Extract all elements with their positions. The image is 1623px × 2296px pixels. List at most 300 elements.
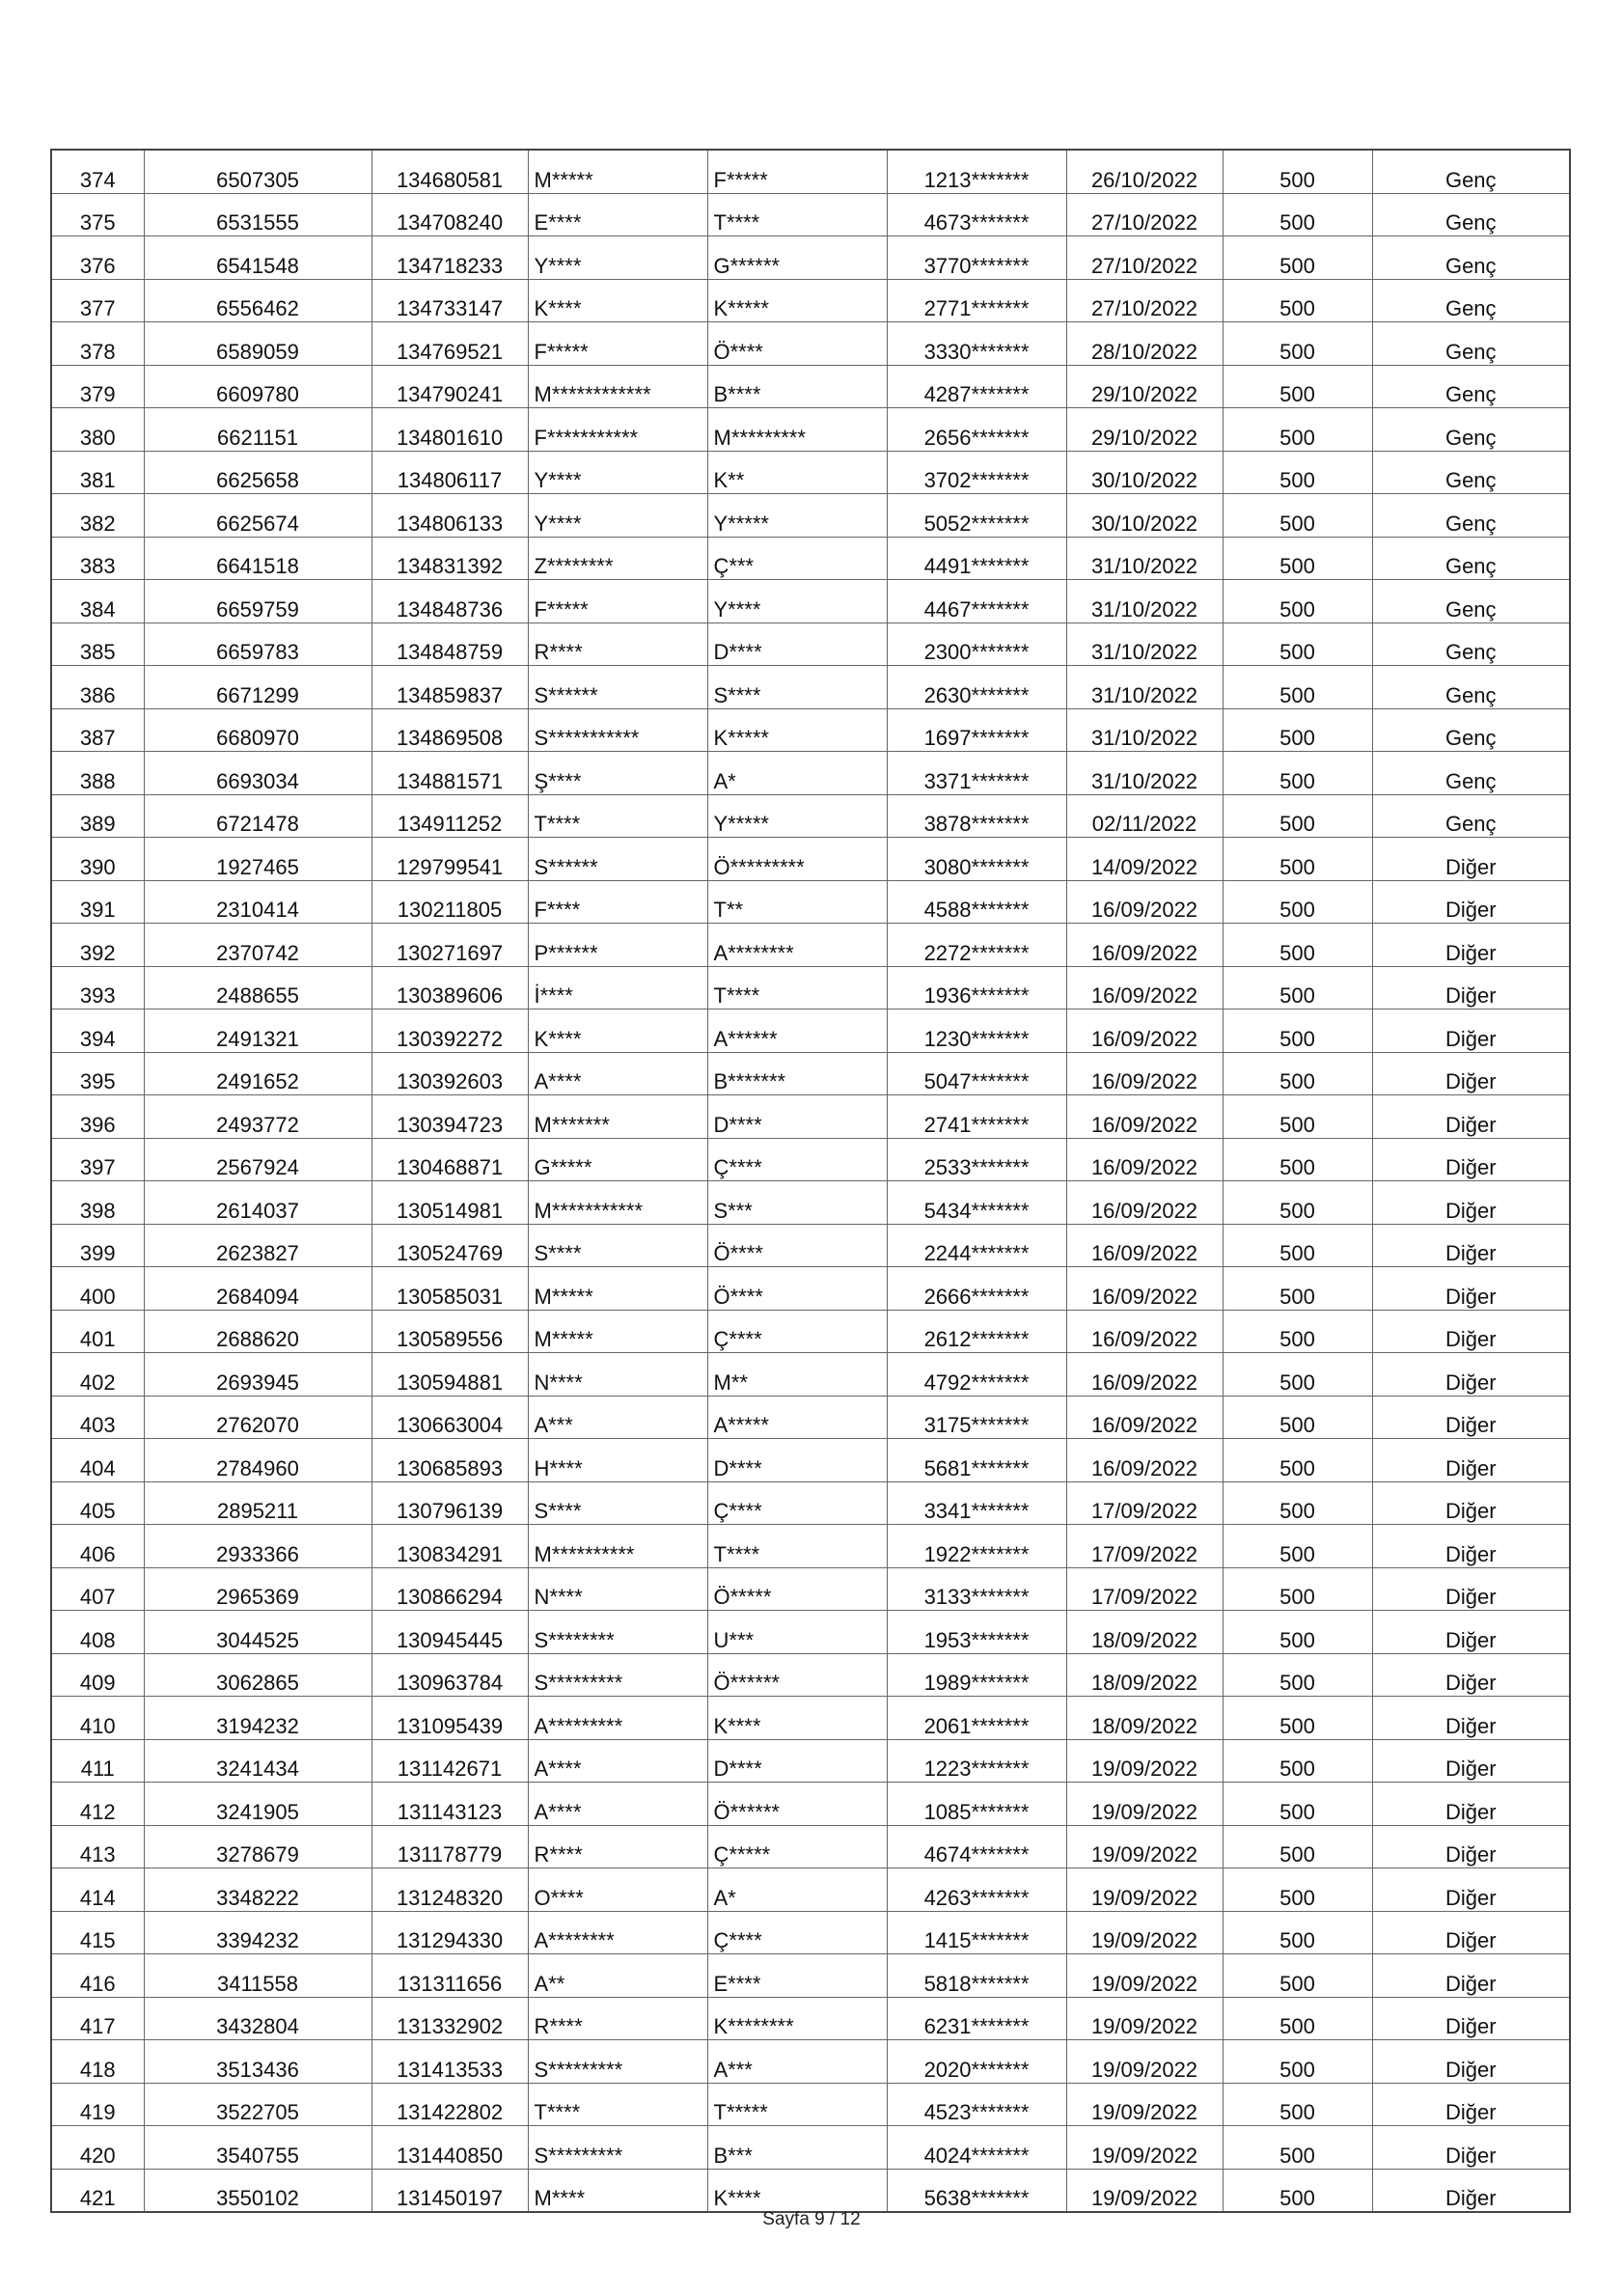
record-id-cell: 2567924 — [144, 1138, 371, 1181]
masked-name-cell: M******* — [528, 1095, 707, 1139]
category-cell: Genç — [1372, 708, 1570, 752]
record-id-cell: 2895211 — [144, 1481, 371, 1525]
masked-name-cell: T**** — [528, 794, 707, 838]
masked-id-number-cell: 3878******* — [887, 794, 1066, 838]
application-number-cell: 134801610 — [371, 408, 528, 452]
table-row — [51, 1138, 1570, 1181]
amount-cell: 500 — [1223, 279, 1372, 322]
category-cell: Diğer — [1372, 1739, 1570, 1783]
amount-cell: 500 — [1223, 1396, 1372, 1439]
amount-cell: 500 — [1223, 580, 1372, 623]
amount-cell: 500 — [1223, 1739, 1372, 1783]
masked-name-cell: S********* — [528, 1653, 707, 1697]
masked-id-number-cell: 1936******* — [887, 966, 1066, 1010]
masked-id-number-cell: 2061******* — [887, 1697, 1066, 1740]
category-cell: Diğer — [1372, 1481, 1570, 1525]
masked-name-cell: S********* — [528, 2126, 707, 2170]
masked-surname-cell: Ö***** — [707, 1567, 887, 1611]
table-row — [51, 408, 1570, 452]
category-cell: Diğer — [1372, 1052, 1570, 1095]
row-number-cell: 383 — [51, 537, 144, 580]
masked-name-cell: İ**** — [528, 966, 707, 1010]
masked-name-cell: G***** — [528, 1138, 707, 1181]
record-id-cell: 6625674 — [144, 494, 371, 538]
record-id-cell: 6531555 — [144, 193, 371, 236]
masked-name-cell: A**** — [528, 1783, 707, 1826]
category-cell: Diğer — [1372, 1697, 1570, 1740]
category-cell: Genç — [1372, 193, 1570, 236]
masked-surname-cell: D**** — [707, 622, 887, 666]
application-number-cell: 130524769 — [371, 1224, 528, 1267]
date-cell: 16/09/2022 — [1066, 1267, 1223, 1311]
application-number-cell: 134680581 — [371, 150, 528, 193]
date-cell: 16/09/2022 — [1066, 1181, 1223, 1225]
table-row — [51, 150, 1570, 193]
row-number-cell: 411 — [51, 1739, 144, 1783]
masked-id-number-cell: 4792******* — [887, 1353, 1066, 1397]
amount-cell: 500 — [1223, 1138, 1372, 1181]
row-number-cell: 397 — [51, 1138, 144, 1181]
masked-name-cell: H**** — [528, 1439, 707, 1482]
category-cell: Genç — [1372, 322, 1570, 366]
record-id-cell: 2493772 — [144, 1095, 371, 1139]
record-id-cell: 3278679 — [144, 1825, 371, 1868]
amount-cell: 500 — [1223, 1868, 1372, 1912]
masked-name-cell: R**** — [528, 1997, 707, 2040]
date-cell: 30/10/2022 — [1066, 451, 1223, 494]
table-row — [51, 1653, 1570, 1697]
amount-cell: 500 — [1223, 2126, 1372, 2170]
category-cell: Genç — [1372, 794, 1570, 838]
row-number-cell: 406 — [51, 1525, 144, 1568]
masked-name-cell: M********** — [528, 1525, 707, 1568]
table-row — [51, 2126, 1570, 2170]
masked-surname-cell: D**** — [707, 1739, 887, 1783]
records-table — [50, 149, 1571, 2213]
masked-id-number-cell: 4263******* — [887, 1868, 1066, 1912]
application-number-cell: 130468871 — [371, 1138, 528, 1181]
record-id-cell: 6693034 — [144, 752, 371, 795]
table-row — [51, 1224, 1570, 1267]
date-cell: 27/10/2022 — [1066, 236, 1223, 280]
date-cell: 16/09/2022 — [1066, 1439, 1223, 1482]
masked-id-number-cell: 1697******* — [887, 708, 1066, 752]
masked-surname-cell: A* — [707, 1868, 887, 1912]
masked-name-cell: A**** — [528, 1739, 707, 1783]
record-id-cell: 2784960 — [144, 1439, 371, 1482]
masked-name-cell: M*********** — [528, 1181, 707, 1225]
amount-cell: 500 — [1223, 2040, 1372, 2084]
record-id-cell: 3432804 — [144, 1997, 371, 2040]
category-cell: Diğer — [1372, 2126, 1570, 2170]
row-number-cell: 400 — [51, 1267, 144, 1311]
amount-cell: 500 — [1223, 924, 1372, 967]
masked-surname-cell: U*** — [707, 1611, 887, 1654]
masked-surname-cell: Ç*** — [707, 537, 887, 580]
masked-name-cell: M***** — [528, 150, 707, 193]
record-id-cell: 3044525 — [144, 1611, 371, 1654]
category-cell: Diğer — [1372, 1525, 1570, 1568]
masked-name-cell: P****** — [528, 924, 707, 967]
masked-name-cell: N**** — [528, 1567, 707, 1611]
amount-cell: 500 — [1223, 1439, 1372, 1482]
masked-name-cell: T**** — [528, 2083, 707, 2126]
record-id-cell: 2491321 — [144, 1010, 371, 1053]
date-cell: 19/09/2022 — [1066, 1911, 1223, 1954]
amount-cell: 500 — [1223, 494, 1372, 538]
masked-id-number-cell: 2533******* — [887, 1138, 1066, 1181]
masked-id-number-cell: 5052******* — [887, 494, 1066, 538]
masked-surname-cell: K** — [707, 451, 887, 494]
record-id-cell: 6641518 — [144, 537, 371, 580]
table-row — [51, 1954, 1570, 1998]
row-number-cell: 419 — [51, 2083, 144, 2126]
application-number-cell: 131413533 — [371, 2040, 528, 2084]
row-number-cell: 401 — [51, 1310, 144, 1353]
masked-surname-cell: Ç***** — [707, 1825, 887, 1868]
category-cell: Genç — [1372, 666, 1570, 709]
masked-surname-cell: A*** — [707, 2040, 887, 2084]
masked-id-number-cell: 1415******* — [887, 1911, 1066, 1954]
masked-id-number-cell: 3770******* — [887, 236, 1066, 280]
masked-name-cell: S****** — [528, 666, 707, 709]
application-number-cell: 134881571 — [371, 752, 528, 795]
category-cell: Diğer — [1372, 1138, 1570, 1181]
row-number-cell: 388 — [51, 752, 144, 795]
row-number-cell: 412 — [51, 1783, 144, 1826]
date-cell: 31/10/2022 — [1066, 537, 1223, 580]
amount-cell: 500 — [1223, 794, 1372, 838]
table-row — [51, 1396, 1570, 1439]
row-number-cell: 416 — [51, 1954, 144, 1998]
date-cell: 16/09/2022 — [1066, 924, 1223, 967]
date-cell: 19/09/2022 — [1066, 2083, 1223, 2126]
record-id-cell: 6680970 — [144, 708, 371, 752]
record-id-cell: 1927465 — [144, 838, 371, 881]
masked-name-cell: Z******** — [528, 537, 707, 580]
masked-id-number-cell: 2656******* — [887, 408, 1066, 452]
masked-surname-cell: K**** — [707, 2169, 887, 2212]
table-row — [51, 1353, 1570, 1397]
masked-surname-cell: B******* — [707, 1052, 887, 1095]
table-row — [51, 322, 1570, 366]
date-cell: 31/10/2022 — [1066, 666, 1223, 709]
date-cell: 19/09/2022 — [1066, 2126, 1223, 2170]
application-number-cell: 130945445 — [371, 1611, 528, 1654]
table-row — [51, 236, 1570, 280]
amount-cell: 500 — [1223, 708, 1372, 752]
row-number-cell: 387 — [51, 708, 144, 752]
application-number-cell: 130663004 — [371, 1396, 528, 1439]
row-number-cell: 381 — [51, 451, 144, 494]
masked-name-cell: A*** — [528, 1396, 707, 1439]
row-number-cell: 410 — [51, 1697, 144, 1740]
row-number-cell: 399 — [51, 1224, 144, 1267]
masked-id-number-cell: 5434******* — [887, 1181, 1066, 1225]
masked-surname-cell: F***** — [707, 150, 887, 193]
category-cell: Genç — [1372, 365, 1570, 408]
amount-cell: 500 — [1223, 1181, 1372, 1225]
category-cell: Diğer — [1372, 1567, 1570, 1611]
application-number-cell: 131294330 — [371, 1911, 528, 1954]
category-cell: Diğer — [1372, 1997, 1570, 2040]
category-cell: Genç — [1372, 494, 1570, 538]
record-id-cell: 2623827 — [144, 1224, 371, 1267]
category-cell: Genç — [1372, 537, 1570, 580]
masked-id-number-cell: 3133******* — [887, 1567, 1066, 1611]
table-row — [51, 1997, 1570, 2040]
date-cell: 19/09/2022 — [1066, 1954, 1223, 1998]
record-id-cell: 6659759 — [144, 580, 371, 623]
date-cell: 16/09/2022 — [1066, 1353, 1223, 1397]
masked-surname-cell: Y***** — [707, 494, 887, 538]
masked-name-cell: S**** — [528, 1481, 707, 1525]
table-row — [51, 708, 1570, 752]
application-number-cell: 130394723 — [371, 1095, 528, 1139]
record-id-cell: 2933366 — [144, 1525, 371, 1568]
row-number-cell: 382 — [51, 494, 144, 538]
amount-cell: 500 — [1223, 322, 1372, 366]
row-number-cell: 379 — [51, 365, 144, 408]
record-id-cell: 3194232 — [144, 1697, 371, 1740]
masked-surname-cell: G****** — [707, 236, 887, 280]
masked-surname-cell: A****** — [707, 1010, 887, 1053]
table-row — [51, 2083, 1570, 2126]
table-row — [51, 1825, 1570, 1868]
date-cell: 19/09/2022 — [1066, 1868, 1223, 1912]
row-number-cell: 420 — [51, 2126, 144, 2170]
amount-cell: 500 — [1223, 1310, 1372, 1353]
application-number-cell: 130834291 — [371, 1525, 528, 1568]
record-id-cell: 6541548 — [144, 236, 371, 280]
category-cell: Diğer — [1372, 1010, 1570, 1053]
masked-id-number-cell: 4523******* — [887, 2083, 1066, 2126]
masked-id-number-cell: 2666******* — [887, 1267, 1066, 1311]
category-cell: Diğer — [1372, 1353, 1570, 1397]
record-id-cell: 2965369 — [144, 1567, 371, 1611]
row-number-cell: 418 — [51, 2040, 144, 2084]
masked-id-number-cell: 6231******* — [887, 1997, 1066, 2040]
date-cell: 18/09/2022 — [1066, 1611, 1223, 1654]
application-number-cell: 130392272 — [371, 1010, 528, 1053]
masked-id-number-cell: 4024******* — [887, 2126, 1066, 2170]
application-number-cell: 131440850 — [371, 2126, 528, 2170]
masked-id-number-cell: 4674******* — [887, 1825, 1066, 1868]
masked-id-number-cell: 3080******* — [887, 838, 1066, 881]
masked-id-number-cell: 2741******* — [887, 1095, 1066, 1139]
table-row — [51, 365, 1570, 408]
category-cell: Diğer — [1372, 1653, 1570, 1697]
application-number-cell: 130866294 — [371, 1567, 528, 1611]
date-cell: 16/09/2022 — [1066, 880, 1223, 924]
application-number-cell: 130796139 — [371, 1481, 528, 1525]
category-cell: Diğer — [1372, 1224, 1570, 1267]
masked-surname-cell: T**** — [707, 193, 887, 236]
table-row — [51, 1611, 1570, 1654]
date-cell: 16/09/2022 — [1066, 1010, 1223, 1053]
table-row — [51, 1010, 1570, 1053]
amount-cell: 500 — [1223, 1224, 1372, 1267]
masked-id-number-cell: 5681******* — [887, 1439, 1066, 1482]
masked-name-cell: S*********** — [528, 708, 707, 752]
table-row — [51, 2169, 1570, 2212]
masked-surname-cell: S**** — [707, 666, 887, 709]
masked-surname-cell: Ç**** — [707, 1138, 887, 1181]
application-number-cell: 130963784 — [371, 1653, 528, 1697]
table-row — [51, 666, 1570, 709]
row-number-cell: 413 — [51, 1825, 144, 1868]
application-number-cell: 134848736 — [371, 580, 528, 623]
category-cell: Genç — [1372, 408, 1570, 452]
application-number-cell: 134790241 — [371, 365, 528, 408]
amount-cell: 500 — [1223, 1525, 1372, 1568]
row-number-cell: 408 — [51, 1611, 144, 1654]
masked-id-number-cell: 2630******* — [887, 666, 1066, 709]
masked-id-number-cell: 1953******* — [887, 1611, 1066, 1654]
date-cell: 31/10/2022 — [1066, 580, 1223, 623]
application-number-cell: 131143123 — [371, 1783, 528, 1826]
record-id-cell: 6609780 — [144, 365, 371, 408]
masked-surname-cell: T** — [707, 880, 887, 924]
masked-surname-cell: T**** — [707, 966, 887, 1010]
record-id-cell: 2762070 — [144, 1396, 371, 1439]
date-cell: 16/09/2022 — [1066, 1224, 1223, 1267]
amount-cell: 500 — [1223, 1997, 1372, 2040]
category-cell: Diğer — [1372, 1954, 1570, 1998]
row-number-cell: 414 — [51, 1868, 144, 1912]
masked-id-number-cell: 2300******* — [887, 622, 1066, 666]
table-row — [51, 1267, 1570, 1311]
masked-name-cell: Y**** — [528, 236, 707, 280]
application-number-cell: 134769521 — [371, 322, 528, 366]
masked-surname-cell: A***** — [707, 1396, 887, 1439]
category-cell: Diğer — [1372, 924, 1570, 967]
masked-surname-cell: Ö**** — [707, 322, 887, 366]
masked-id-number-cell: 3175******* — [887, 1396, 1066, 1439]
amount-cell: 500 — [1223, 1783, 1372, 1826]
category-cell: Genç — [1372, 150, 1570, 193]
date-cell: 26/10/2022 — [1066, 150, 1223, 193]
application-number-cell: 131311656 — [371, 1954, 528, 1998]
row-number-cell: 385 — [51, 622, 144, 666]
row-number-cell: 384 — [51, 580, 144, 623]
date-cell: 28/10/2022 — [1066, 322, 1223, 366]
row-number-cell: 375 — [51, 193, 144, 236]
application-number-cell: 131248320 — [371, 1868, 528, 1912]
application-number-cell: 130594881 — [371, 1353, 528, 1397]
masked-surname-cell: T**** — [707, 1525, 887, 1568]
masked-surname-cell: Ç**** — [707, 1911, 887, 1954]
table-row — [51, 537, 1570, 580]
date-cell: 18/09/2022 — [1066, 1697, 1223, 1740]
row-number-cell: 391 — [51, 880, 144, 924]
masked-name-cell: Y**** — [528, 494, 707, 538]
date-cell: 30/10/2022 — [1066, 494, 1223, 538]
masked-surname-cell: D**** — [707, 1095, 887, 1139]
table-row — [51, 279, 1570, 322]
category-cell: Diğer — [1372, 1868, 1570, 1912]
date-cell: 16/09/2022 — [1066, 1396, 1223, 1439]
category-cell: Diğer — [1372, 1267, 1570, 1311]
masked-id-number-cell: 1230******* — [887, 1010, 1066, 1053]
application-number-cell: 130589556 — [371, 1310, 528, 1353]
row-number-cell: 403 — [51, 1396, 144, 1439]
category-cell: Diğer — [1372, 1095, 1570, 1139]
record-id-cell: 2310414 — [144, 880, 371, 924]
record-id-cell: 3348222 — [144, 1868, 371, 1912]
masked-id-number-cell: 2272******* — [887, 924, 1066, 967]
category-cell: Diğer — [1372, 1396, 1570, 1439]
masked-id-number-cell: 3702******* — [887, 451, 1066, 494]
date-cell: 17/09/2022 — [1066, 1567, 1223, 1611]
amount-cell: 500 — [1223, 1052, 1372, 1095]
application-number-cell: 134733147 — [371, 279, 528, 322]
amount-cell: 500 — [1223, 2169, 1372, 2212]
row-number-cell: 407 — [51, 1567, 144, 1611]
masked-id-number-cell: 5818******* — [887, 1954, 1066, 1998]
masked-name-cell: S******** — [528, 1611, 707, 1654]
row-number-cell: 376 — [51, 236, 144, 280]
amount-cell: 500 — [1223, 666, 1372, 709]
row-number-cell: 421 — [51, 2169, 144, 2212]
amount-cell: 500 — [1223, 1611, 1372, 1654]
record-id-cell: 3411558 — [144, 1954, 371, 1998]
application-number-cell: 134831392 — [371, 537, 528, 580]
category-cell: Diğer — [1372, 1181, 1570, 1225]
table-row — [51, 1439, 1570, 1482]
application-number-cell: 131332902 — [371, 1997, 528, 2040]
masked-name-cell: F***** — [528, 580, 707, 623]
amount-cell: 500 — [1223, 365, 1372, 408]
masked-surname-cell: Ç**** — [707, 1310, 887, 1353]
table-row — [51, 1181, 1570, 1225]
table-body — [51, 150, 1570, 2212]
date-cell: 29/10/2022 — [1066, 365, 1223, 408]
table-row — [51, 622, 1570, 666]
application-number-cell: 131422802 — [371, 2083, 528, 2126]
masked-surname-cell: B*** — [707, 2126, 887, 2170]
application-number-cell: 131178779 — [371, 1825, 528, 1868]
masked-name-cell: A********* — [528, 1697, 707, 1740]
row-number-cell: 417 — [51, 1997, 144, 2040]
amount-cell: 500 — [1223, 537, 1372, 580]
table-row — [51, 193, 1570, 236]
masked-id-number-cell: 4467******* — [887, 580, 1066, 623]
masked-name-cell: M**** — [528, 2169, 707, 2212]
table-row — [51, 1525, 1570, 1568]
date-cell: 16/09/2022 — [1066, 1138, 1223, 1181]
record-id-cell: 2491652 — [144, 1052, 371, 1095]
masked-name-cell: S**** — [528, 1224, 707, 1267]
masked-name-cell: R**** — [528, 622, 707, 666]
category-cell: Diğer — [1372, 1783, 1570, 1826]
category-cell: Genç — [1372, 622, 1570, 666]
amount-cell: 500 — [1223, 880, 1372, 924]
amount-cell: 500 — [1223, 1353, 1372, 1397]
masked-id-number-cell: 1213******* — [887, 150, 1066, 193]
application-number-cell: 134869508 — [371, 708, 528, 752]
record-id-cell: 6621151 — [144, 408, 371, 452]
table-row — [51, 966, 1570, 1010]
application-number-cell: 131142671 — [371, 1739, 528, 1783]
masked-surname-cell: D**** — [707, 1439, 887, 1482]
table-row — [51, 451, 1570, 494]
table-row — [51, 580, 1570, 623]
masked-name-cell: M***** — [528, 1310, 707, 1353]
masked-surname-cell: K******** — [707, 1997, 887, 2040]
application-number-cell: 131450197 — [371, 2169, 528, 2212]
masked-name-cell: M************ — [528, 365, 707, 408]
